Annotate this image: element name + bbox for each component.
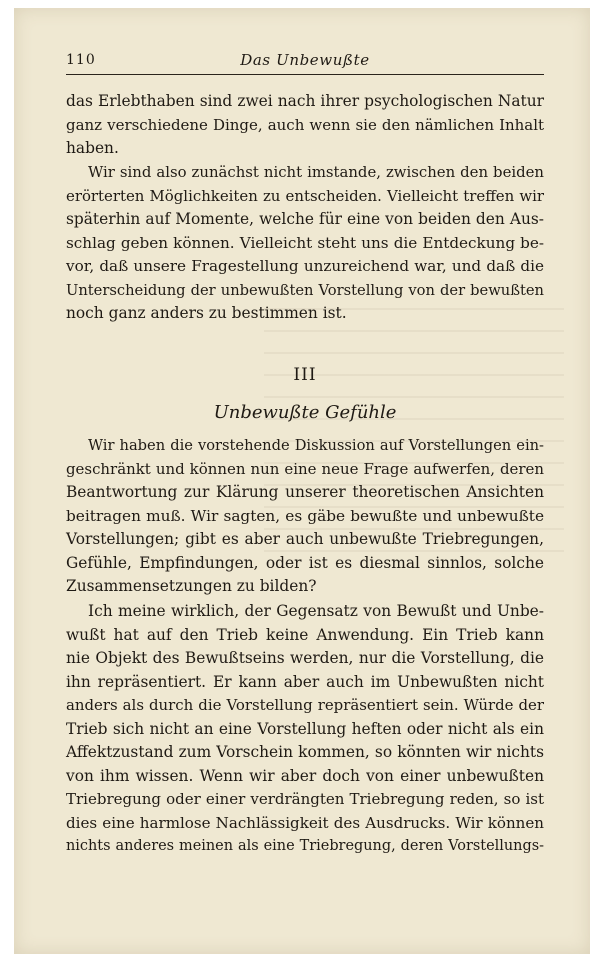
text-line: Unterscheidung der unbewußten Vorstellung von der bewußten [66, 281, 544, 299]
running-head: Das Unbewußte [240, 51, 370, 69]
text-line: Triebregung oder einer verdrängten Triebregung reden, so ist [66, 790, 544, 808]
text-line: nichts anderes meinen als eine Triebregung, deren Vorstellungs- [66, 838, 544, 854]
text-line: schlag geben können. Vielleicht steht uns die Entdeckung be- [66, 233, 544, 252]
text-line: dies eine harmlose Nachlässigkeit des Ausdrucks. Wir können [66, 813, 544, 832]
text-line: späterhin auf Momente, welche für eine von beiden den Aus- [66, 210, 544, 228]
text-line: das Erlebthaben sind zwei nach ihrer psychologischen Natur [66, 92, 544, 110]
section-title: Unbewußte Gefühle [213, 402, 397, 423]
paragraph-2 [66, 161, 544, 326]
text-line: von ihm wissen. Wenn wir aber doch von einer unbewußten [66, 766, 544, 785]
text-line: noch ganz anders zu bestimmen ist. [66, 304, 347, 322]
text-line: beitragen muß. Wir sagten, es gäbe bewußte und unbewußte [66, 506, 544, 525]
text-line: ganz verschiedene Dinge, auch wenn sie den nämlichen Inhalt [66, 115, 544, 134]
text-line: vor, daß unsere Fragestellung unzureichend war, und daß die [66, 257, 544, 275]
paragraph-1 [66, 90, 544, 161]
text-line: Affektzustand zum Vorschein kommen, so könnten wir nichts [66, 743, 544, 761]
page-header [66, 50, 544, 75]
text-line: Ich meine wirklich, der Gegensatz von Bewußt und Unbe- [88, 602, 544, 620]
text-line: Zusammensetzungen zu bilden? [66, 577, 317, 595]
text-line: ihn repräsentiert. Er kann aber auch im Unbewußten nicht [66, 672, 544, 691]
text-line: anders als durch die Vorstellung repräsentiert sein. Würde der [66, 696, 544, 714]
text-line: erörterten Möglichkeiten zu entscheiden. Vielleicht treffen wir [66, 186, 544, 205]
text-line: Vorstellungen; gibt es aber auch unbewußte Triebregungen, [66, 530, 544, 548]
text-line: Beantwortung zur Klärung unserer theoretischen Ansichten [66, 483, 544, 501]
text-line: Wir haben die vorstehende Diskussion auf Vorstellungen ein- [88, 437, 544, 454]
text-line: Trieb sich nicht an eine Vorstellung heften oder nicht als ein [66, 719, 544, 738]
text-line: wußt hat auf den Trieb keine Anwendung. Ein Trieb kann [66, 625, 544, 644]
text-line: nie Objekt des Bewußtseins werden, nur die Vorstellung, die [66, 649, 544, 667]
section-number: III [293, 365, 317, 385]
page-number: 110 [66, 52, 96, 68]
text-line: Wir sind also zunächst nicht imstande, zwischen den beiden [88, 163, 544, 181]
text-line: haben. [66, 139, 119, 157]
text-line: Gefühle, Empfindungen, oder ist es diesmal sinnlos, solche [66, 553, 544, 572]
text-line: geschränkt und können nun eine neue Frage aufwerfen, deren [66, 459, 544, 478]
paragraph-4 [66, 600, 544, 859]
paragraph-3 [66, 434, 544, 599]
